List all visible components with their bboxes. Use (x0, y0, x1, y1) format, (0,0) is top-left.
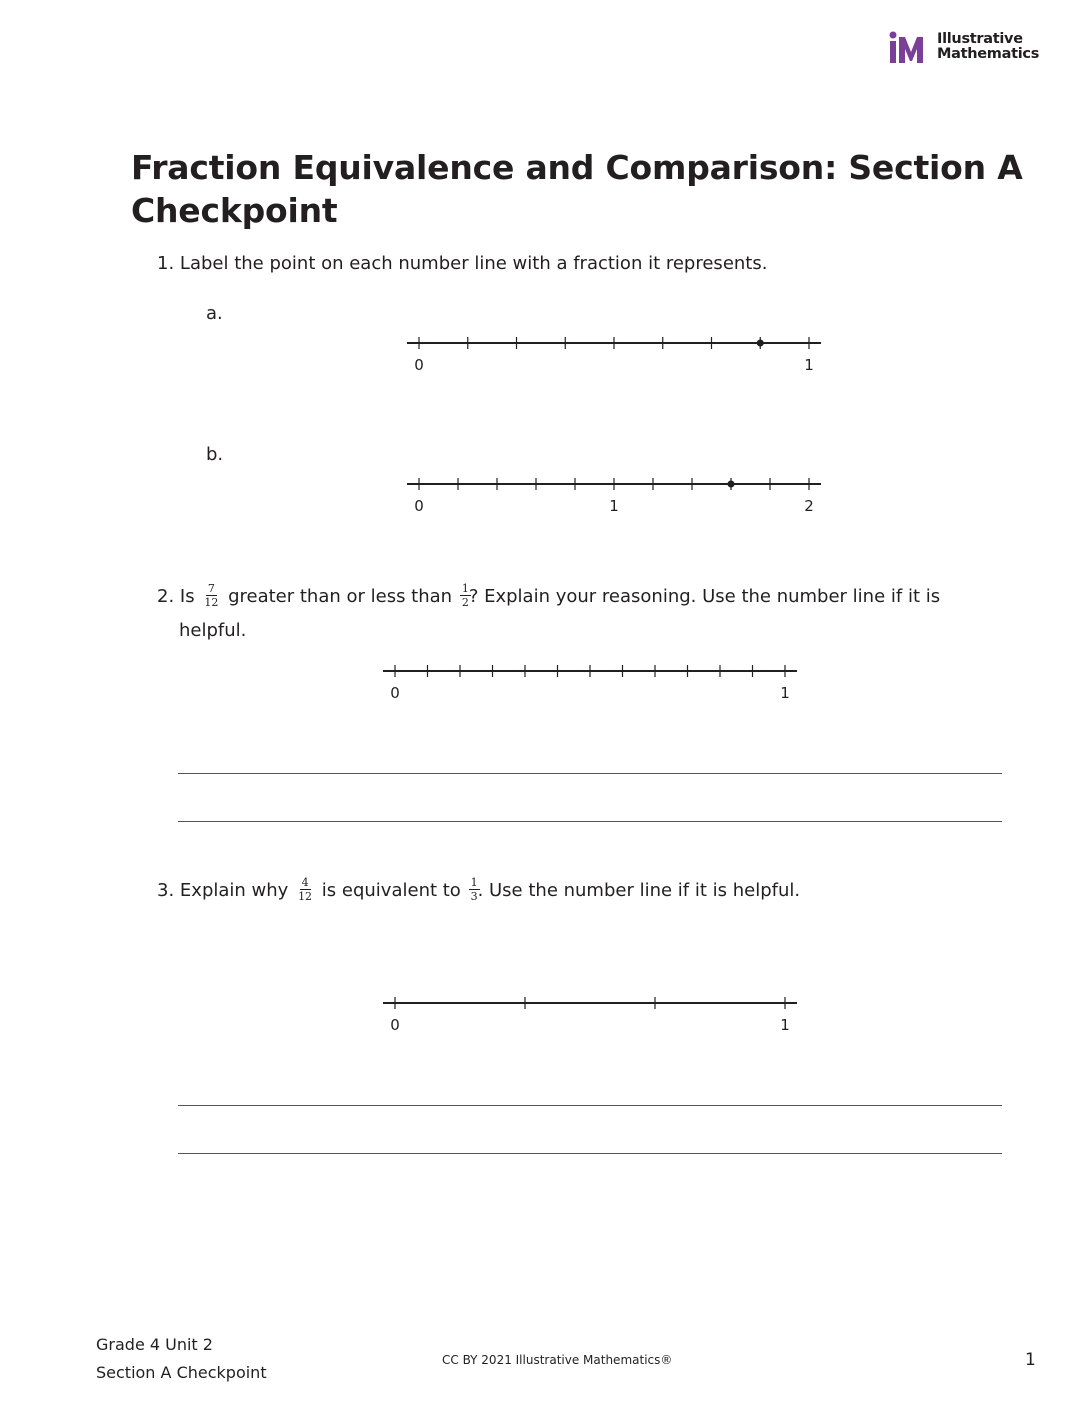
question-2-text-is: Is (179, 586, 195, 607)
number-line-3 (376, 990, 806, 1040)
question-1b-label: b. (206, 444, 224, 465)
fraction-denominator: 12 (204, 595, 219, 609)
answer-line[interactable] (178, 821, 1002, 822)
question-3-text-start: Explain why (179, 880, 289, 901)
answer-line[interactable] (178, 1153, 1002, 1154)
answer-line[interactable] (178, 1105, 1002, 1106)
logo-wordmark (937, 32, 1039, 62)
question-1 (157, 247, 767, 280)
number-line-1a-end-label: 1 (804, 356, 814, 374)
number-line-3-start-label: 0 (390, 1016, 400, 1034)
fraction-numerator: 1 (461, 581, 469, 595)
fraction-7-12 (202, 582, 220, 609)
question-2 (157, 580, 940, 613)
number-line-2-end-label: 1 (780, 684, 790, 702)
footer-section: Section A Checkpoint (96, 1363, 267, 1382)
number-line-2 (376, 658, 806, 708)
question-3-text-end: . Use the number line if it is helpful. (477, 880, 801, 901)
question-2-number: 2. (157, 586, 175, 607)
question-1-text: Label the point on each number line with a fraction it represents. (179, 253, 768, 274)
fraction-numerator: 4 (301, 875, 309, 889)
answer-line[interactable] (178, 773, 1002, 774)
page-title: Fraction Equivalence and Comparison: Section A Checkpoint (131, 148, 1023, 230)
number-line-1a (400, 330, 830, 380)
number-line-1a-start-label: 0 (414, 356, 424, 374)
fraction-denominator: 3 (470, 889, 478, 903)
question-3 (157, 874, 800, 907)
footer-copyright: CC BY 2021 Illustrative Mathematics® (442, 1353, 673, 1367)
number-line-point (728, 481, 735, 488)
footer-grade-unit: Grade 4 Unit 2 (96, 1335, 213, 1354)
number-line-1b-end-label: 2 (804, 497, 814, 515)
question-3-number: 3. (157, 880, 175, 901)
number-line-2-start-label: 0 (390, 684, 400, 702)
number-line-3-end-label: 1 (780, 1016, 790, 1034)
fraction-numerator: 1 (470, 875, 478, 889)
question-2-text-end: ? Explain your reasoning. Use the number line if it is (468, 586, 941, 607)
question-3-text-mid: is equivalent to (321, 880, 461, 901)
fraction-denominator: 2 (461, 595, 469, 609)
number-line-1b-mid-label: 1 (609, 497, 619, 515)
number-line-1b-start-label: 0 (414, 497, 424, 515)
question-1a-label: a. (206, 303, 223, 324)
page-number: 1 (1025, 1350, 1036, 1370)
fraction-numerator: 7 (207, 581, 215, 595)
question-2-text-line-2: helpful. (179, 620, 247, 641)
fraction-1-2 (460, 582, 471, 609)
number-line-1b (400, 471, 830, 521)
fraction-4-12 (296, 876, 314, 903)
logo-line-1: Illustrative (937, 31, 1023, 47)
question-2-text-mid: greater than or less than (228, 586, 453, 607)
fraction-denominator: 12 (298, 889, 313, 903)
logo-line-2: Mathematics (937, 46, 1040, 62)
fraction-1-3 (469, 876, 480, 903)
number-line-point (757, 340, 764, 347)
question-1-number: 1. (157, 253, 175, 274)
